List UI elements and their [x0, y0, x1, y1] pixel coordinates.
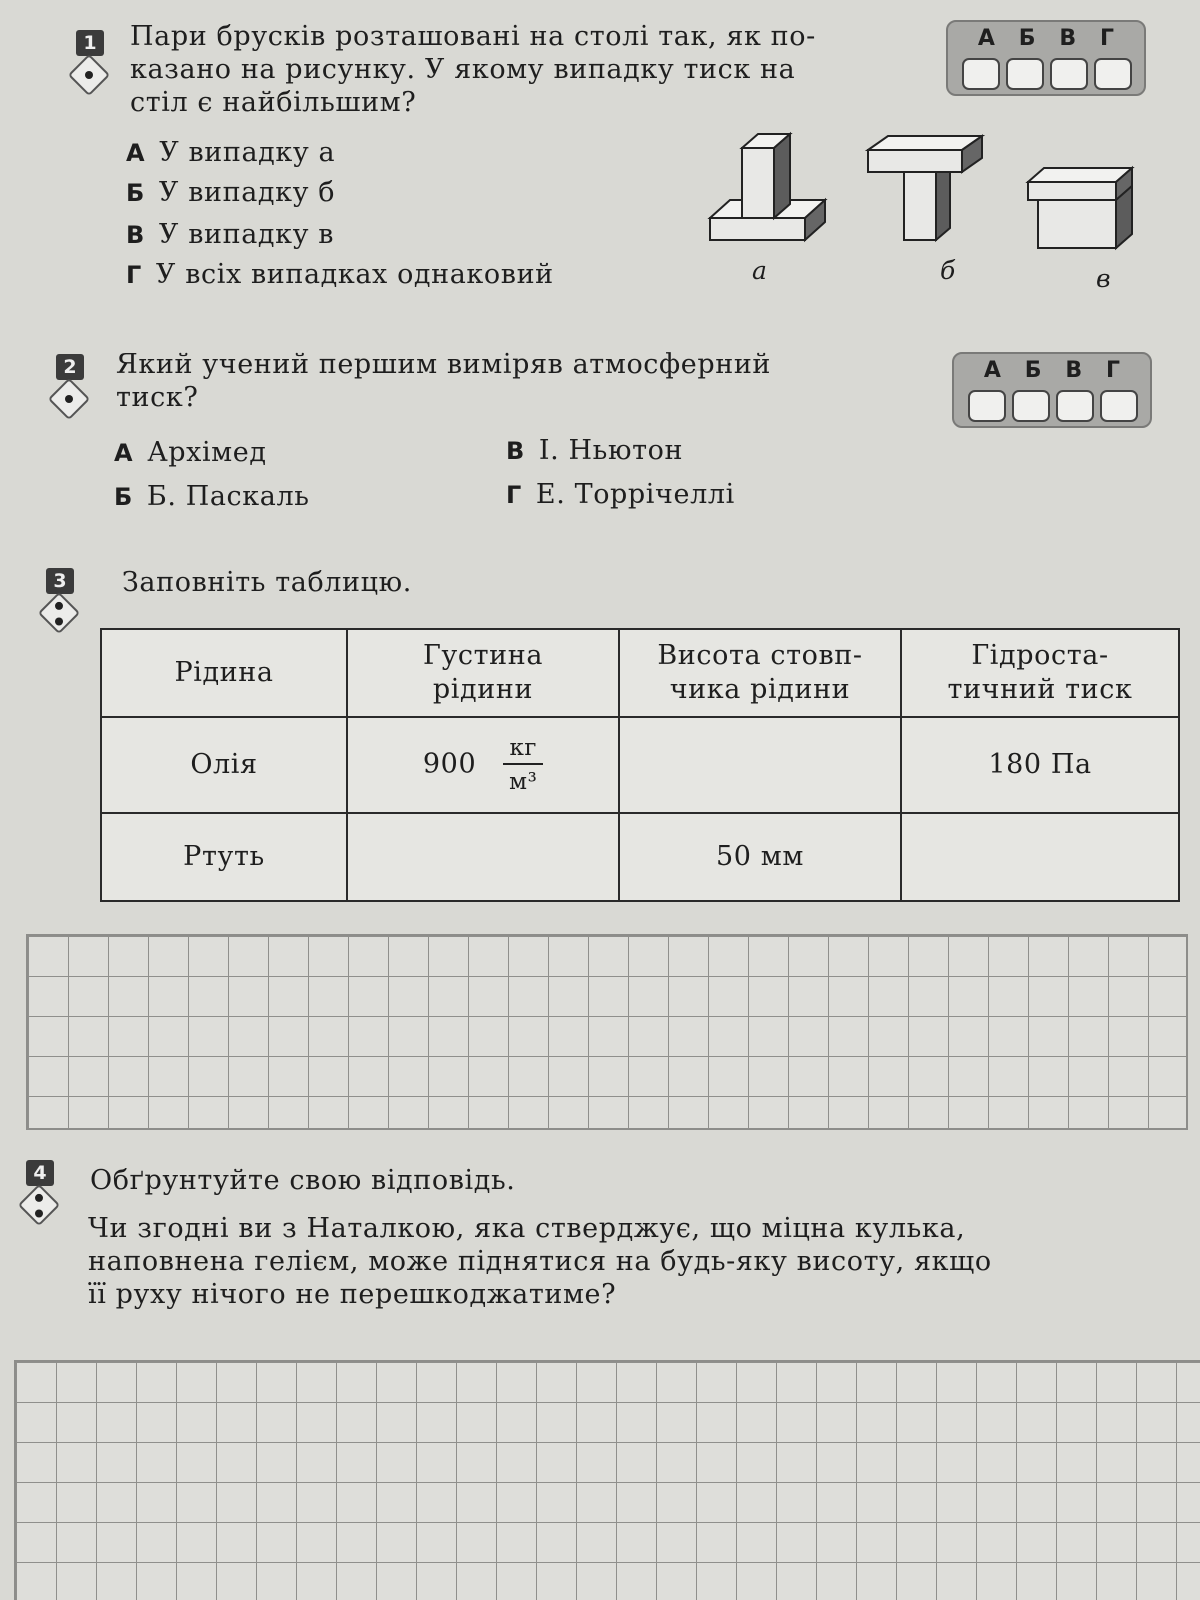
figure-c	[1028, 168, 1132, 248]
answer-cell-c[interactable]	[1050, 58, 1088, 90]
difficulty-die-icon	[68, 54, 110, 96]
task-3-table	[100, 628, 1180, 902]
cell-liquid: Олія	[101, 717, 347, 813]
task-1-option-a[interactable]: А У випадку а	[126, 137, 336, 168]
density-unit-fraction: $\frac{кг}{\text{м³}}$	[503, 735, 543, 795]
difficulty-die-icon	[48, 378, 90, 420]
difficulty-die-icon	[38, 592, 80, 634]
answer-cell-d[interactable]	[1094, 58, 1132, 90]
answer-cell-b[interactable]	[1012, 390, 1050, 422]
task-2-option-c[interactable]: В І. Ньютон	[506, 435, 684, 466]
cell-density: 900 $\frac{кг}{\text{м³}}$	[347, 717, 619, 813]
figure-label-b: б	[940, 256, 956, 285]
table-header-row	[101, 629, 1179, 717]
task-2-answer-box: А Б В Г	[952, 352, 1152, 428]
figure-label-c: в	[1096, 264, 1111, 293]
header-density: Густина рідини	[347, 629, 619, 717]
cell-liquid: Ртуть	[101, 813, 347, 901]
answer-cell-b[interactable]	[1006, 58, 1044, 90]
task-3-badge	[40, 568, 80, 636]
task-4-title: Обґрунтуйте свою відповідь.	[90, 1165, 516, 1196]
task-number: 4	[26, 1160, 54, 1186]
task-4-question: Чи згодні ви з Наталкою, яка стверджує, що міцна кулька, наповнена гелієм, може піднятися на будь-яку висоту, якщо її руху нічого не перешкоджатиме?	[88, 1213, 992, 1310]
task-4-badge	[20, 1160, 60, 1228]
table-row	[101, 813, 1179, 901]
task-1-option-b[interactable]: Б У випадку б	[126, 177, 336, 208]
task-3-question: Заповніть таблицю.	[122, 567, 412, 598]
cell-density-blank[interactable]	[347, 813, 619, 901]
cell-pressure-blank[interactable]	[901, 813, 1179, 901]
answer-cell-c[interactable]	[1056, 390, 1094, 422]
task-number: 3	[46, 568, 74, 594]
task-number: 2	[56, 354, 84, 380]
task-2-option-b[interactable]: Б Б. Паскаль	[114, 481, 310, 512]
bricks-figure	[700, 128, 1170, 258]
difficulty-die-icon	[18, 1184, 60, 1226]
table-row	[101, 717, 1179, 813]
task-1-option-c[interactable]: В У випадку в	[126, 219, 335, 250]
cell-pressure: 180 Па	[901, 717, 1179, 813]
task-2-question: Який учений першим виміряв атмосферний тиск?	[116, 349, 772, 413]
task-2-option-d[interactable]: Г Е. Торрічеллі	[506, 479, 735, 510]
cell-height-blank[interactable]	[619, 717, 901, 813]
cell-height: 50 мм	[619, 813, 901, 901]
answer-cell-a[interactable]	[968, 390, 1006, 422]
task-2-option-a[interactable]: А Архімед	[114, 437, 267, 468]
header-liquid: Рідина	[101, 629, 347, 717]
answer-cell-d[interactable]	[1100, 390, 1138, 422]
task-1-badge	[70, 30, 110, 98]
header-pressure: Гідроста- тичний тиск	[901, 629, 1179, 717]
figure-a	[710, 134, 825, 240]
task-number: 1	[76, 30, 104, 56]
task-1-question: Пари брусків розташовані на столі так, як по- казано на рисунку. У якому випадку тиск на стіл є найбільшим?	[130, 21, 816, 118]
task-2-badge	[50, 354, 90, 422]
task-1-answer-box: А Б В Г	[946, 20, 1146, 96]
task-4-answer-grid[interactable]	[14, 1360, 1200, 1600]
task-3-answer-grid[interactable]	[26, 934, 1188, 1130]
figure-b	[868, 136, 982, 240]
task-1-option-d[interactable]: Г У всіх випадках однаковий	[126, 259, 554, 290]
figure-label-a: а	[752, 256, 767, 285]
answer-cell-a[interactable]	[962, 58, 1000, 90]
header-column-height: Висота стовп- чика рідини	[619, 629, 901, 717]
